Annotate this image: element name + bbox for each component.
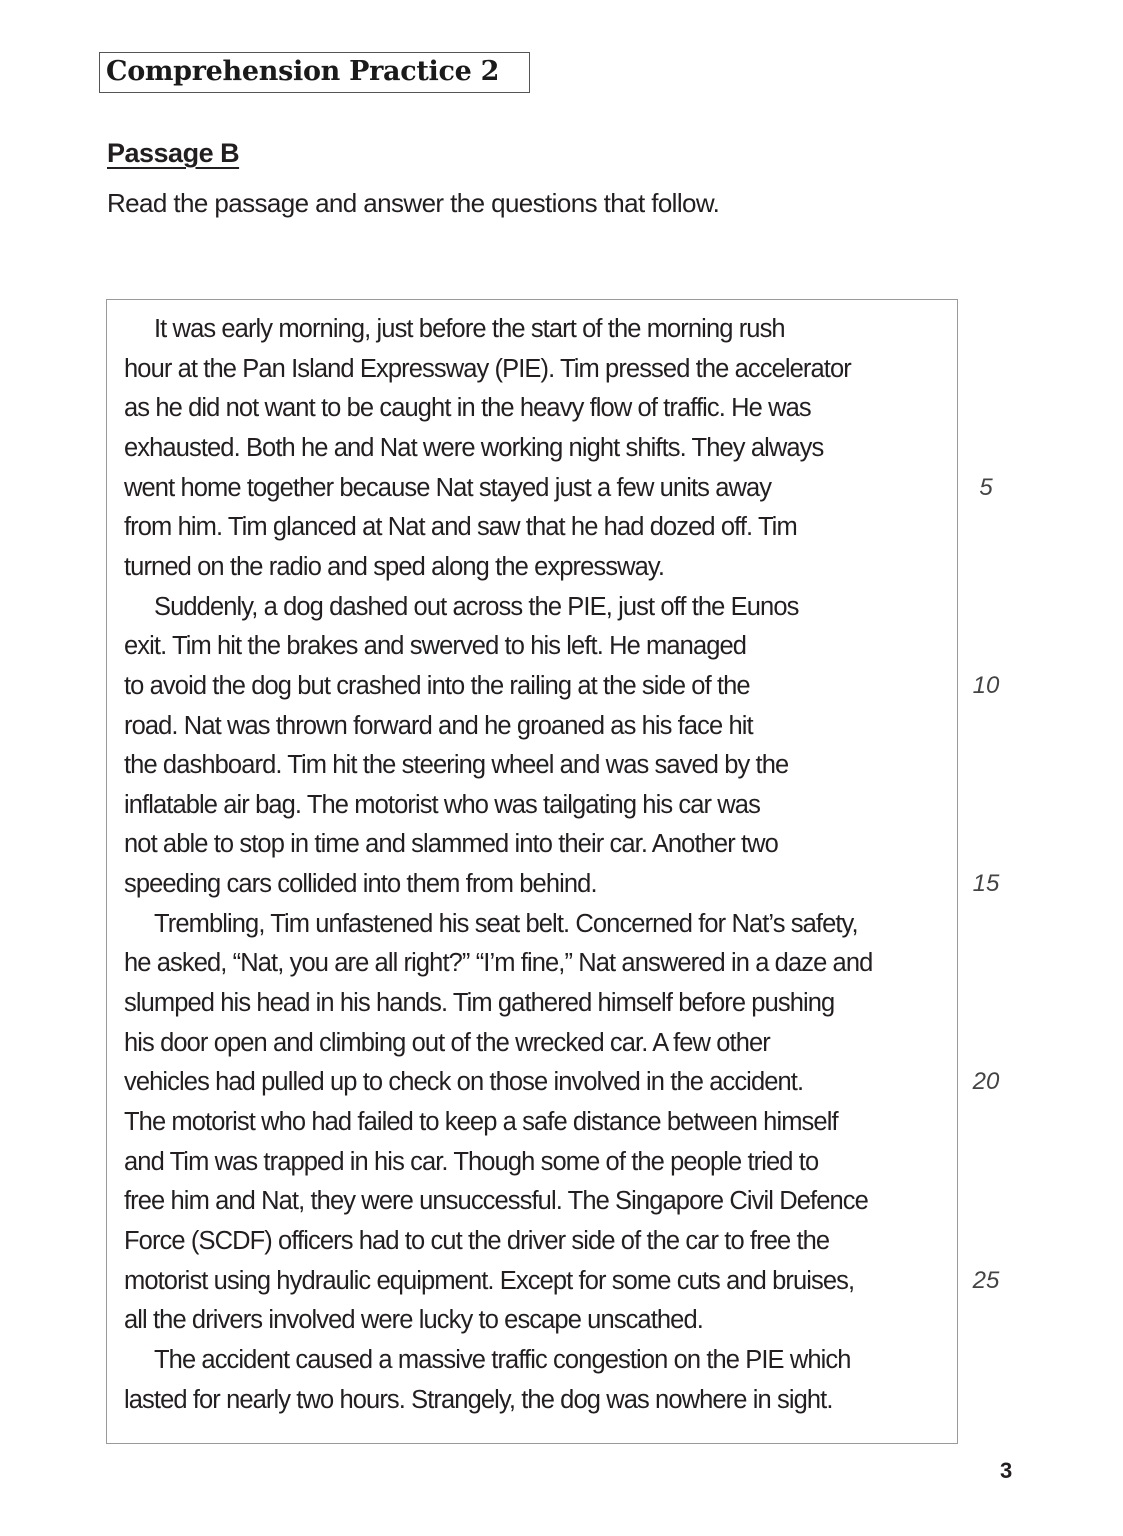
passage-line: he asked, “Nat, you are all right?” “I’m fine,” Nat answered in a daze and [124,949,873,978]
passage-line: It was early morning, just before the start of the morning rush [154,315,785,343]
passage-line: inflatable air bag. The motorist who was tailgating his car was [124,790,760,819]
page-number: 3 [1000,1458,1013,1483]
passage-line: not able to stop in time and slammed into their car. Another two [124,830,778,859]
passage-line: Trembling, Tim unfastened his seat belt. Concerned for Nat’s safety, [154,909,858,938]
passage-heading: Passage B [107,138,240,168]
passage-line: hour at the Pan Island Expressway (PIE). Tim pressed the accelerator [124,354,851,383]
passage-line: The accident caused a massive traffic congestion on the PIE which [154,1345,851,1374]
passage-line: slumped his head in his hands. Tim gathered himself before pushing [124,989,835,1018]
passage-line: speeding cars collided into them from behind. [124,870,597,899]
passage-line: the dashboard. Tim hit the steering wheel and was saved by the [124,751,789,780]
line-number-marker: 25 [972,1266,1000,1294]
passage-line: road. Nat was thrown forward and he groaned as his face hit [124,711,753,740]
passage-line: Force (SCDF) officers had to cut the driver side of the car to free the [124,1226,830,1255]
passage-line: and Tim was trapped in his car. Though some of the people tried to [124,1147,819,1176]
passage-line: vehicles had pulled up to check on those involved in the accident. [124,1068,804,1097]
line-number-marker: 20 [972,1068,1000,1096]
line-number-marker: 15 [972,870,1000,898]
passage-line: The motorist who had failed to keep a safe distance between himself [124,1108,838,1136]
line-number-marker: 5 [979,473,993,501]
passage-line: from him. Tim glanced at Nat and saw that he had dozed off. Tim [124,513,797,542]
passage-line: his door open and climbing out of the wrecked car. A few other [124,1028,770,1057]
instruction-text: Read the passage and answer the questions that follow. [107,188,720,218]
passage-line: exit. Tim hit the brakes and swerved to his left. He managed [124,632,747,661]
worksheet-title: Comprehension Practice 2 [99,52,530,93]
line-number-marker: 10 [972,671,1000,699]
passage-line: exhausted. Both he and Nat were working night shifts. They always [124,433,824,462]
passage-line: went home together because Nat stayed just a few units away [124,473,772,502]
passage-line: turned on the radio and sped along the expressway. [124,552,665,581]
passage-line: as he did not want to be caught in the heavy flow of traffic. He was [124,394,811,423]
passage-line: free him and Nat, they were unsuccessful. The Singapore Civil Defence [124,1187,868,1216]
passage-line: all the drivers involved were lucky to escape unscathed. [124,1306,703,1335]
passage-line: Suddenly, a dog dashed out across the PIE, just off the Eunos [154,592,799,621]
passage-line: motorist using hydraulic equipment. Except for some cuts and bruises, [124,1266,855,1295]
passage-line: lasted for nearly two hours. Strangely, the dog was nowhere in sight. [124,1385,833,1414]
passage-line: to avoid the dog but crashed into the railing at the side of the [124,671,750,700]
